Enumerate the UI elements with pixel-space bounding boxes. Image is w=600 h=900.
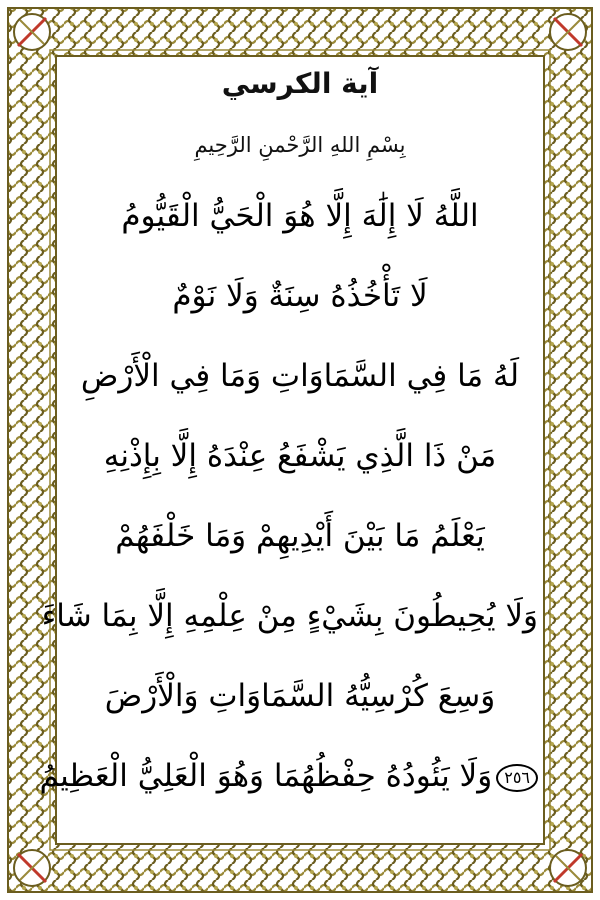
basmala-line: بِسْمِ اللهِ الرَّحْمنِ الرَّحِيمِ [194,133,406,157]
verse-line-5: يَعْلَمُ مَا بَيْنَ أَيْدِيهِمْ وَمَا خَلْفَهُمْ [115,518,485,554]
corner-ornament-bottom-right [550,850,586,886]
ayah-number-badge: ٢٥٦ [496,764,538,792]
verse-line-8-text: وَلَا يَئُودُهُ حِفْظُهُمَا وَهُوَ الْعَلِيُّ الْعَظِيمُ [39,758,493,794]
verse-line-4: مَنْ ذَا الَّذِي يَشْفَعُ عِنْدَهُ إِلَّا بِإِذْنِهِ [103,438,497,474]
verse-line-7: وَسِعَ كُرْسِيُّهُ السَّمَاوَاتِ وَالْأَرْضَ [104,678,496,714]
corner-ornament-top-left [14,14,50,50]
verse-line-8 [39,756,538,796]
verse-line-3: لَهُ مَا فِي السَّمَاوَاتِ وَمَا فِي الْأَرْضِ [80,358,520,394]
corner-ornament-bottom-left [14,850,50,886]
verse-line-2: لَا تَأْخُذُهُ سِنَةٌ وَلَا نَوْمٌ [172,278,428,314]
verse-line-1: اللَّهُ لَا إِلَٰهَ إِلَّا هُوَ الْحَيُّ الْقَيُّومُ [121,198,479,234]
page-title: آية الكرسي [221,67,379,100]
corner-ornament-top-right [550,14,586,50]
verse-line-6: وَلَا يُحِيطُونَ بِشَيْءٍ مِنْ عِلْمِهِ إِلَّا بِمَا شَاءَ [41,598,538,634]
